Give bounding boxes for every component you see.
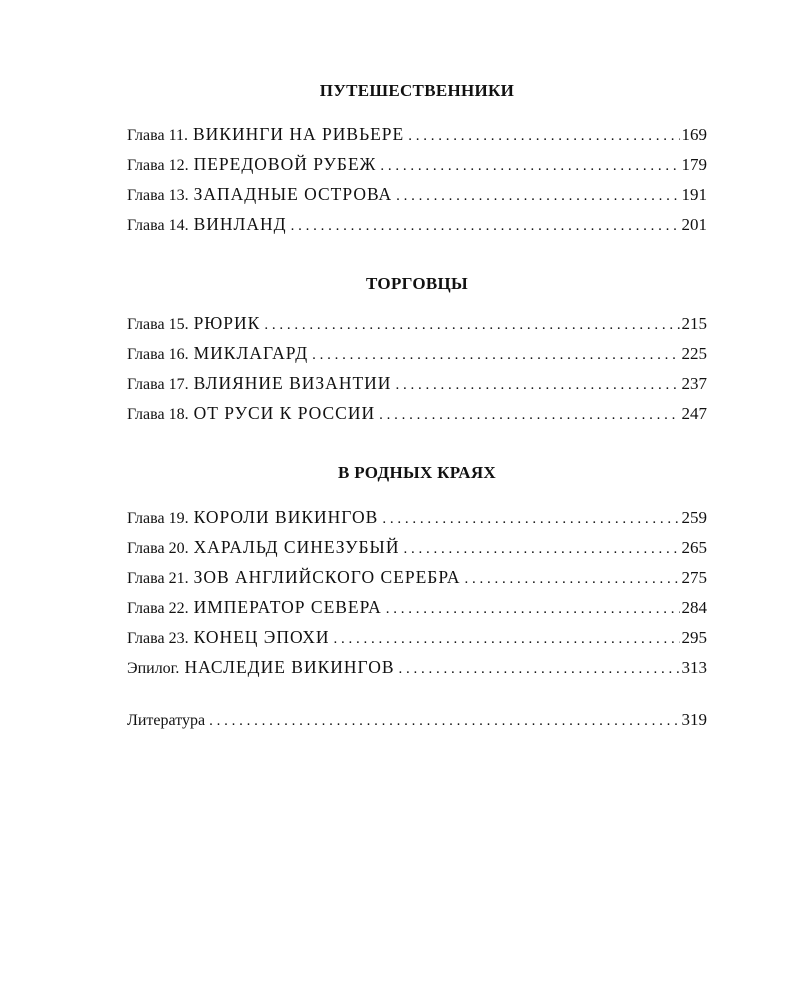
chapter-label: Глава 15. xyxy=(127,316,189,333)
page-number: 284 xyxy=(681,598,707,617)
chapter-title: ЗАПАДНЫЕ ОСТРОВА xyxy=(193,184,393,204)
page-number: 215 xyxy=(681,314,707,333)
toc-entry-epilogue[interactable] xyxy=(127,652,707,682)
toc-entry-chapter-16[interactable] xyxy=(127,338,707,368)
toc-entry-chapter-14[interactable] xyxy=(127,209,707,239)
chapter-label: Глава 22. xyxy=(127,600,189,617)
dot-leader xyxy=(312,340,679,370)
page-number: 191 xyxy=(681,185,707,204)
toc-entry-chapter-21[interactable] xyxy=(127,562,707,592)
chapter-title: ЗОВ АНГЛИЙСКОГО СЕРЕБРА xyxy=(193,567,461,587)
chapter-title: РЮРИК xyxy=(193,313,261,333)
toc-entry-chapter-20[interactable] xyxy=(127,532,707,562)
dot-leader xyxy=(399,654,680,684)
dot-leader xyxy=(396,181,679,211)
chapter-title: ПЕРЕДОВОЙ РУБЕЖ xyxy=(193,154,377,174)
chapter-title: КОНЕЦ ЭПОХИ xyxy=(193,627,330,647)
page-number: 259 xyxy=(681,508,707,527)
chapter-title: ВИНЛАНД xyxy=(193,214,287,234)
literature-label: Литература xyxy=(127,712,206,729)
dot-leader xyxy=(264,310,679,340)
chapter-label: Глава 11. xyxy=(127,127,188,144)
page-number: 169 xyxy=(681,125,707,144)
toc-entry-chapter-22[interactable] xyxy=(127,592,707,622)
chapter-title: ОТ РУСИ К РОССИИ xyxy=(193,403,376,423)
dot-leader xyxy=(395,370,679,400)
chapter-label: Глава 16. xyxy=(127,346,189,363)
page-number: 275 xyxy=(681,568,707,587)
chapter-title: ХАРАЛЬД СИНЕЗУБЫЙ xyxy=(193,537,400,557)
section-title-traders: ТОРГОВЦЫ xyxy=(366,274,468,293)
chapter-label: Эпилог. xyxy=(127,660,180,677)
literature-entries xyxy=(127,705,707,735)
page-number: 319 xyxy=(681,710,707,729)
page-number: 247 xyxy=(681,404,707,423)
chapter-label: Глава 17. xyxy=(127,376,189,393)
section-entries-traders xyxy=(127,308,707,428)
dot-leader xyxy=(386,594,680,624)
dot-leader xyxy=(334,624,680,654)
page-number: 201 xyxy=(681,215,707,234)
page-number: 237 xyxy=(681,374,707,393)
toc-entry-chapter-15[interactable] xyxy=(127,308,707,338)
chapter-label: Глава 14. xyxy=(127,217,189,234)
toc-entry-chapter-18[interactable] xyxy=(127,398,707,428)
chapter-label: Глава 18. xyxy=(127,406,189,423)
chapter-title: КОРОЛИ ВИКИНГОВ xyxy=(193,507,379,527)
chapter-label: Глава 13. xyxy=(127,187,189,204)
chapter-label: Глава 20. xyxy=(127,540,189,557)
section-title-travelers: ПУТЕШЕСТВЕННИКИ xyxy=(319,81,515,100)
dot-leader xyxy=(408,121,679,151)
toc-entry-chapter-12[interactable] xyxy=(127,149,707,179)
chapter-title: ИМПЕРАТОР СЕВЕРА xyxy=(193,597,382,617)
chapter-title: НАСЛЕДИЕ ВИКИНГОВ xyxy=(184,657,395,677)
page-number: 225 xyxy=(681,344,707,363)
page-number: 295 xyxy=(681,628,707,647)
dot-leader xyxy=(403,534,679,564)
section-title-homelands: В РОДНЫХ КРАЯХ xyxy=(338,463,496,482)
dot-leader xyxy=(379,400,679,430)
toc-entry-chapter-19[interactable] xyxy=(127,502,707,532)
page-number: 265 xyxy=(681,538,707,557)
chapter-title: ВЛИЯНИЕ ВИЗАНТИИ xyxy=(193,373,392,393)
chapter-label: Глава 21. xyxy=(127,570,189,587)
section-entries-homelands xyxy=(127,502,707,682)
toc-entry-literature[interactable] xyxy=(127,705,707,735)
dot-leader xyxy=(464,564,679,594)
chapter-label: Глава 12. xyxy=(127,157,189,174)
chapter-title: МИКЛАГАРД xyxy=(193,343,309,363)
toc-entry-chapter-13[interactable] xyxy=(127,179,707,209)
dot-leader xyxy=(209,706,679,736)
chapter-label: Глава 23. xyxy=(127,630,189,647)
section-entries-travelers xyxy=(127,119,707,239)
page-number: 313 xyxy=(681,658,707,677)
chapter-label: Глава 19. xyxy=(127,510,189,527)
page-number: 179 xyxy=(681,155,707,174)
dot-leader xyxy=(291,211,680,241)
dot-leader xyxy=(382,504,679,534)
toc-entry-chapter-23[interactable] xyxy=(127,622,707,652)
toc-entry-chapter-11[interactable] xyxy=(127,119,707,149)
chapter-title: ВИКИНГИ НА РИВЬЕРЕ xyxy=(192,124,405,144)
dot-leader xyxy=(380,151,679,181)
toc-entry-chapter-17[interactable] xyxy=(127,368,707,398)
